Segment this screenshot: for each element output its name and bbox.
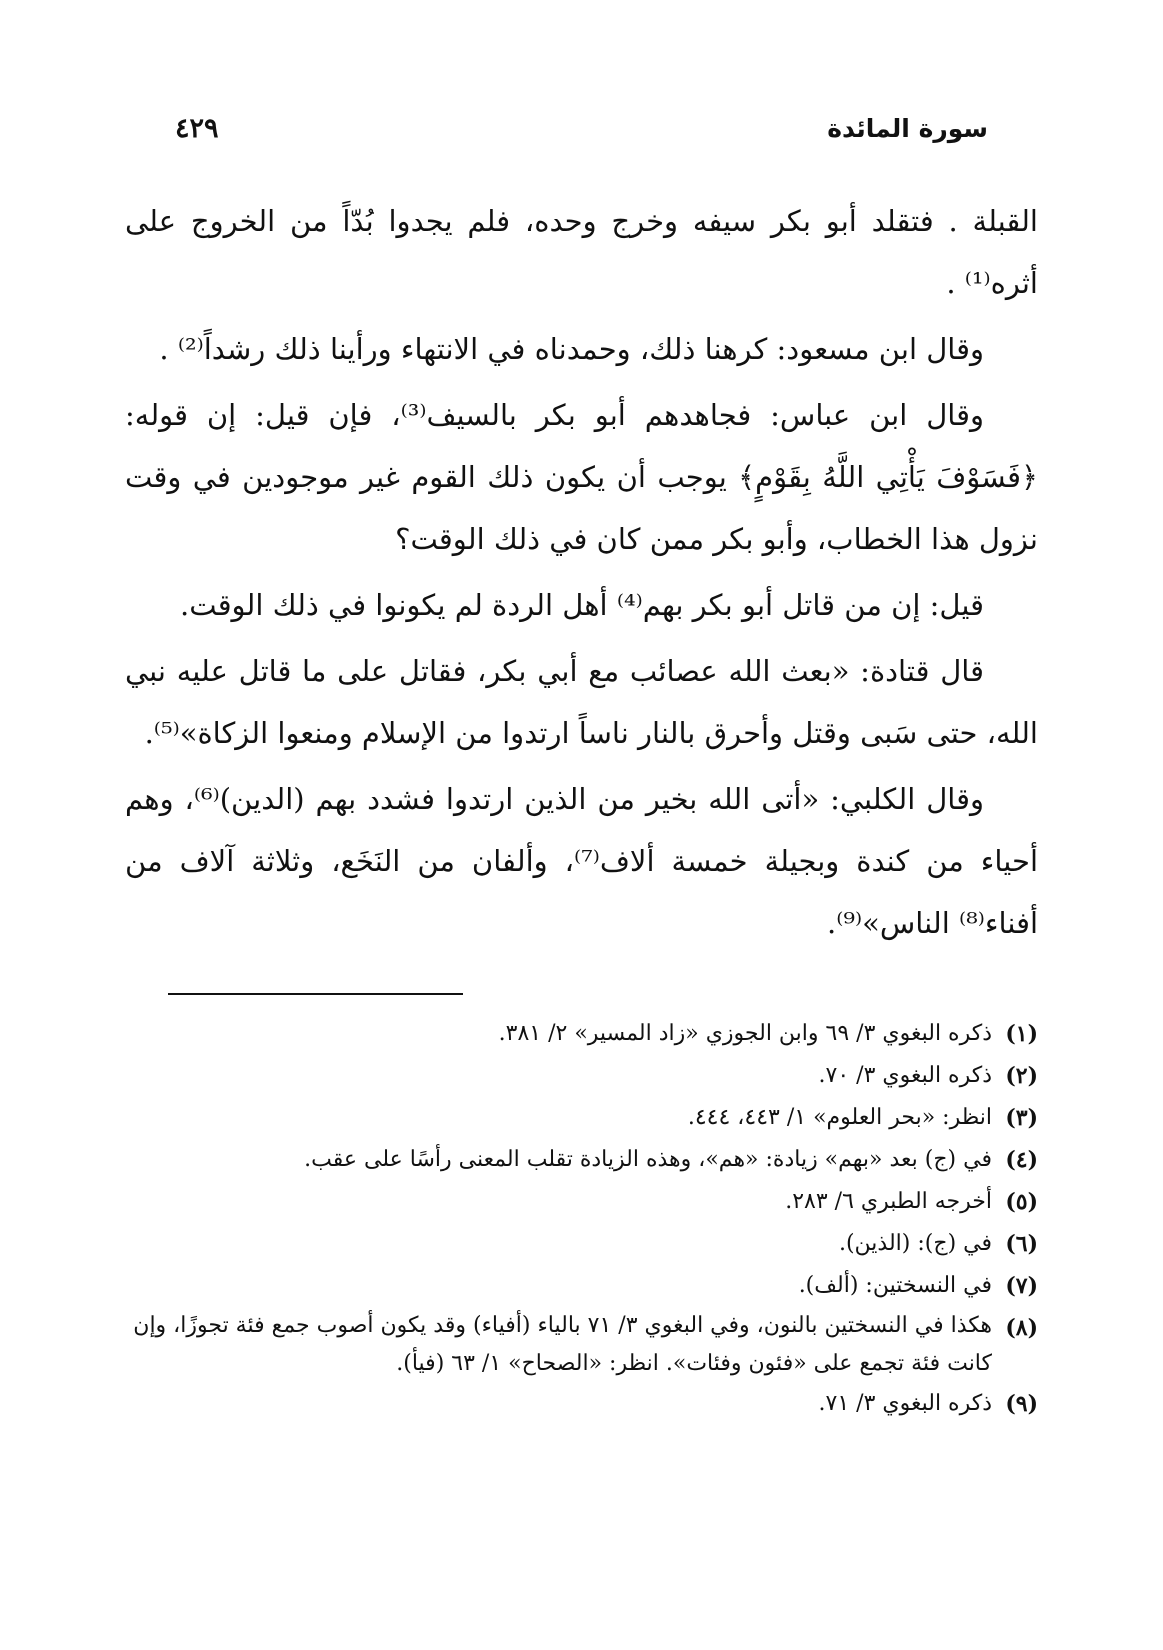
footnote-4 — [125, 1139, 1038, 1181]
paragraph-6: وقال الكلبي: «أتى الله بخير من الذين ارتدوا فشدد بهم (الدين)⁽⁶⁾، وهم أحياء من كندة وبجيلة خمسة ألاف⁽⁷⁾، وألفان من النَخَع، وثلاثة آلاف من أفناء⁽⁸⁾ الناس»⁽⁹⁾. — [125, 782, 1039, 940]
footnote-number: (٢) — [1005, 1063, 1038, 1089]
footnotes — [125, 1013, 1038, 1425]
main-text — [125, 190, 1038, 958]
footnote-number: (١) — [1005, 1021, 1038, 1047]
footnote-number: (٦) — [1005, 1231, 1038, 1257]
footnote-number: (٩) — [1005, 1391, 1038, 1417]
footnote-text: في (ج): (الذين). — [838, 1231, 992, 1256]
paragraph-4: قيل: إن من قاتل أبو بكر بهم⁽⁴⁾ أهل الردة لم يكونوا في ذلك الوقت. — [180, 588, 984, 622]
footnote-3 — [125, 1097, 1038, 1139]
paragraph-2: وقال ابن مسعود: كرهنا ذلك، وحمدناه في الانتهاء ورأينا ذلك رشداً⁽²⁾ . — [159, 332, 984, 366]
page-number: ٤٢٩ — [175, 112, 219, 144]
footnote-number: (٧) — [1005, 1273, 1038, 1299]
footnote-text: في (ج) بعد «بهم» زيادة: «هم»، وهذه الزيادة تقلب المعنى رأسًا على عقب. — [304, 1147, 992, 1172]
footnote-9 — [125, 1383, 1038, 1425]
paragraph-3: وقال ابن عباس: فجاهدهم أبو بكر بالسيف⁽³⁾، فإن قيل: إن قوله: ﴿فَسَوْفَ يَأْتِي اللَّهُ بِقَوْمٍ﴾ يوجب أن يكون ذلك القوم غير موجودين في وقت نزول هذا الخطاب، وأبو بكر ممن كان في ذلك الوقت؟ — [125, 398, 1038, 556]
paragraph-5: قال قتادة: «بعث الله عصائب مع أبي بكر، فقاتل على ما قاتل عليه نبي الله، حتى سَبى وقتل وأحرق بالنار ناساً ارتدوا من الإسلام ومنعوا الزكاة»⁽⁵⁾. — [125, 654, 1038, 750]
footnote-number: (٥) — [1005, 1189, 1038, 1215]
footnote-6 — [125, 1223, 1038, 1265]
footnote-text: أخرجه الطبري ٦/ ٢٨٣. — [785, 1189, 992, 1214]
footnote-number: (٨) — [1005, 1315, 1038, 1341]
footnote-text: ذكره البغوي ٣/ ٧٠. — [818, 1063, 992, 1088]
footnote-2 — [125, 1055, 1038, 1097]
footnote-text: ذكره البغوي ٣/ ٧١. — [818, 1391, 992, 1416]
footnote-number: (٤) — [1005, 1147, 1038, 1173]
footnote-text: انظر: «بحر العلوم» ١/ ٤٤٣، ٤٤٤. — [687, 1105, 992, 1130]
footnote-number: (٣) — [1005, 1105, 1038, 1131]
surah-title: سورة المائدة — [827, 113, 988, 143]
footnote-text: ذكره البغوي ٣/ ٦٩ وابن الجوزي «زاد المسير» ٢/ ٣٨١. — [498, 1021, 992, 1046]
footnote-text: في النسختين: (ألف). — [798, 1273, 992, 1298]
page-header — [175, 108, 988, 148]
footnote-divider — [168, 993, 463, 995]
paragraph-1: القبلة . فتقلد أبو بكر سيفه وخرج وحده، فلم يجدوا بُدّاً من الخروج على أثره⁽¹⁾ . — [125, 204, 1038, 300]
footnote-text: هكذا في النسختين بالنون، وفي البغوي ٣/ ٧١ بالياء (أفياء) وقد يكون أصوب جمع فئة تجوزًا، وإن كانت فئة تجمع على «فئون وفئات». انظر: «الصحاح» ١/ ٦٣ (فيأ). — [133, 1313, 992, 1376]
footnote-1 — [125, 1013, 1038, 1055]
footnote-5 — [125, 1181, 1038, 1223]
footnote-7 — [125, 1265, 1038, 1307]
footnote-8 — [125, 1307, 1038, 1383]
